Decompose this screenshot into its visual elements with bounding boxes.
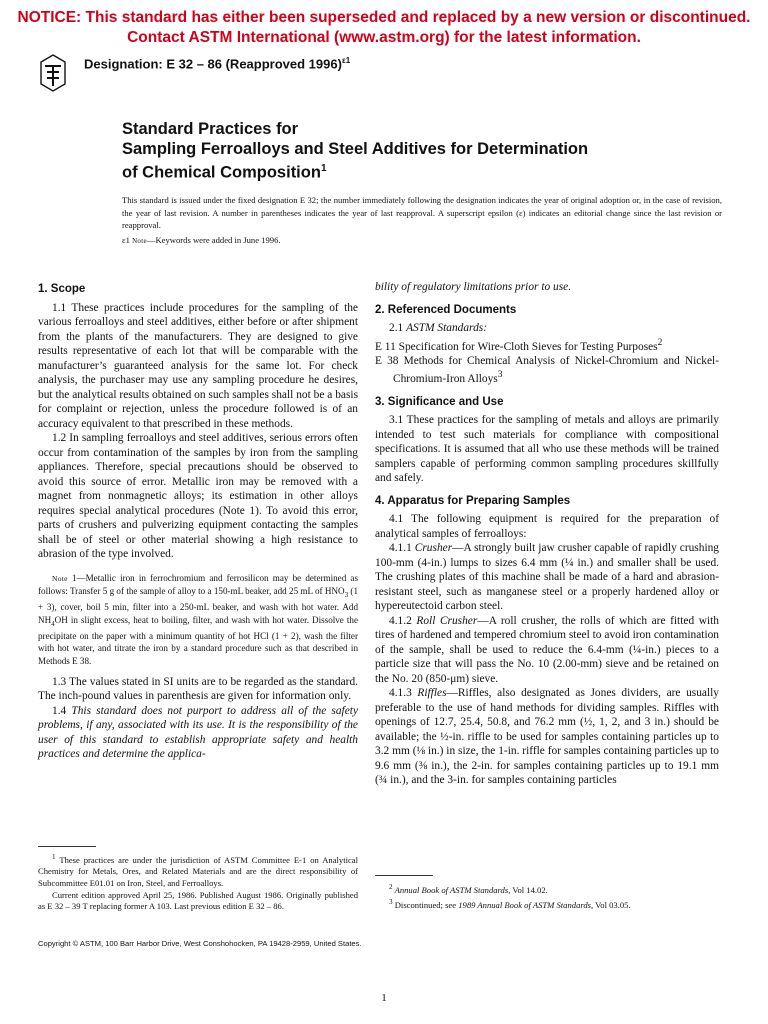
note-1-text-b: (1 + 3), cover, boil 5 min, filter into a 250-mL beaker, and wash with hot water. Add NH	[38, 585, 358, 625]
section-heading-scope: 1. Scope	[38, 283, 86, 295]
term-crusher: Crusher	[414, 542, 453, 555]
notice-line-1: NOTICE: This standard has either been superseded and replaced by a new version or discontinued.	[17, 9, 751, 26]
section-heading-apparatus: 4. Apparatus for Preparing Samples	[375, 494, 571, 507]
note-1-text-c: OH in slight excess, heat to boiling, filter, and wash with hot water. Dissolve the precipitate on the paper with a minimum quantity of hot HCl (1 + 2), wash the filter with hot water, and titrate the iron by a standard procedure such as that described in Methods E 38.	[38, 614, 358, 666]
paragraph-4-1-2-text: —A roll crusher, the rolls of which are fitted with tires of hardened and tempered chromium steel to avoid iron contamination of the sample, shall be used to reduce the 6.4-mm (¼-in.) pieces to a particle size that will pass the No. 10 (2.00-mm) sieve and be retained on the No. 20 (850-μm) sieve.	[375, 614, 719, 685]
paragraph-4-1-3	[375, 686, 719, 788]
reference-e11-mark: 2	[657, 337, 663, 348]
notice-banner	[0, 8, 768, 48]
footnote-3-prefix: Discontinued; see	[392, 900, 459, 911]
paragraph-1-4-number: 1.4	[52, 704, 72, 717]
paragraph-1-1: 1.1 These practices include procedures for the sampling of the various ferroalloys and steel additives, either before or after shipment from the plants of the manufacturers. They are designed to give results representative of each lot that will be comparable with the manufacturer’s guaranteed analysis for the same lot. For check analysis, the purchaser may use any sampling procedure he desires, but the analytical results obtained on such samples shall not be a basis for complaint or rejection, unless the procedure followed is of an accuracy equivalent to that prescribed in these methods.	[38, 301, 358, 430]
page-number: 1	[381, 992, 387, 1004]
astm-logo	[40, 54, 66, 92]
continued-text: bility of regulatory limitations prior to use.	[375, 281, 572, 293]
designation-superscript: ε1	[341, 56, 351, 65]
title-line-1: Standard Practices for	[122, 120, 299, 138]
designation	[84, 56, 350, 71]
footnote-2-volume: , Vol 14.02.	[508, 884, 548, 895]
left-column	[38, 282, 358, 762]
paragraph-1-2: 1.2 In sampling ferroalloys and steel additives, serious errors often occur from contamination of the samples by iron from the sampling appliances. Therefore, special precautions should be observed to avoid this source of error. Metallic iron may be removed with a magnet from nonmagnetic alloys; its estimation in other alloys requires special analytical procedures (Note 1). To avoid this error, parts of crushers and pulverizing equipment contacting the samples shall be of steel or other material showing a high resistance to abrasion of the type involved.	[38, 432, 358, 560]
paragraph-2-1-text: ASTM Standards:	[406, 322, 487, 334]
footnote-3-mark: 3	[389, 898, 393, 907]
note-1-text-a: 1—Metallic iron in ferrochromium and ferrosilicon may be determined as follows: Transfer 5 g of the sample of alloy to a 150-mL beaker, add 25 mL of HNO	[38, 572, 358, 596]
paragraph-4-1: 4.1 The following equipment is required for the preparation of analytical samples of ferroalloys:	[375, 513, 719, 540]
title-line-3: of Chemical Composition	[122, 163, 321, 182]
paragraph-4-1-1	[375, 541, 719, 614]
paragraph-1-3: 1.3 The values stated in SI units are to be regarded as the standard. The inch-pound values in parenthesis are given for information only.	[38, 675, 358, 703]
paragraph-4-1-3-text: —Riffles, also designated as Jones dividers, are usually preferable to the use of hand methods for dividing samples. Riffles with openings of 12.7, 25.4, 50.8, and 76.2 mm (½, 1, 2, and 3 in.) should be available; the ½-in. riffle to be used for samples containing particles up to 3.2 mm (⅛ in.) in size, the 1-in. riffle for samples containing particles up to 9.6 mm (⅜ in.), the 2-in. for samples containing particles up to 19.1 mm (¾ in.), and the 3-in. for samples containing particles	[375, 687, 719, 787]
notice-line-2: Contact ASTM International (www.astm.org) for the latest information.	[127, 29, 641, 46]
note-label: Note	[132, 237, 147, 245]
footnotes-left	[38, 852, 358, 913]
paragraph-1-4-text: This standard does not purport to address all of the safety problems, if any, associated with its use. It is the responsibility of the user of this standard to establish appropriate safety and health practices and determine the applica-	[38, 704, 358, 761]
footnote-3-volume: , Vol 03.05.	[591, 900, 631, 911]
section-heading-significance: 3. Significance and Use	[375, 395, 504, 408]
section-heading-referenced-documents: 2. Referenced Documents	[375, 303, 517, 316]
edition-note: Current edition approved April 25, 1986. Published August 1986. Originally published as E 32 – 39 T replacing former A 103. Last previous edition E 32 – 86.	[38, 889, 358, 912]
footnotes-right	[375, 881, 719, 912]
paragraph-4-1-2	[375, 614, 719, 687]
paragraph-2-1-number: 2.1	[389, 322, 407, 334]
title-line-2: Sampling Ferroalloys and Steel Additives for Determination	[122, 140, 589, 158]
reference-e38-mark: 3	[497, 370, 503, 381]
document-title	[122, 119, 682, 183]
footnote-1-mark: 1	[52, 853, 56, 861]
footnote-3-source: 1989 Annual Book of ASTM Standards	[458, 900, 592, 911]
paragraph-4-1-1-text: —A strongly built jaw crusher capable of rapidly crushing 100-mm (4-in.) lumps to sizes 6.4 mm (¼ in.) and smaller shall be used. The crushing plates of this machine shall be made of a hard and abrasion-resistant steel, such as manganese steel or a properly hardened alloy or hypereutectoid carbon steel.	[375, 542, 719, 613]
footnote-1	[38, 852, 358, 890]
paragraph-4-1-1-number: 4.1.1	[389, 542, 415, 555]
reference-e38	[375, 354, 719, 387]
note-1-sub-3: 3	[344, 590, 349, 599]
paragraph-4-1-3-number: 4.1.3	[389, 687, 418, 700]
paragraph-4-1-2-number: 4.1.2	[389, 614, 417, 627]
footnote-2	[375, 881, 719, 896]
footnote-1-text: These practices are under the jurisdiction of ASTM Committee E-1 on Analytical Chemistry for Metals, Ores, and Related Materials and are the direct responsibility of Subcommittee E01.01 on Iron, Steel, and Ferroalloys.	[38, 854, 358, 889]
paragraph-2-1	[375, 321, 719, 336]
note-1	[38, 572, 358, 667]
note-1-sub-4: 4	[51, 619, 55, 628]
reference-e11-text: E 11 Specification for Wire-Cloth Sieves for Testing Purposes	[375, 340, 658, 353]
issuance-statement: This standard is issued under the fixed designation E 32; the number immediately following the designation indicates the year of original adoption or, in the case of revision, the year of last revision. A number in parentheses indicates the year of last reapproval. A superscript epsilon (ε) indicates an editorial change since the last revision or reapproval.	[122, 195, 722, 231]
reference-e38-text: E 38 Methods for Chemical Analysis of Nickel-Chromium and Nickel-Chromium-Iron Alloys	[375, 354, 719, 386]
footnote-2-source: Annual Book of ASTM Standards	[392, 884, 509, 895]
keyword-note	[122, 235, 281, 245]
footnote-rule-left	[38, 846, 96, 847]
term-roll-crusher: Roll Crusher	[416, 614, 478, 627]
designation-text: Designation: E 32 – 86 (Reapproved 1996)	[84, 56, 342, 72]
footnote-2-mark: 2	[389, 883, 393, 891]
paragraph-1-4	[38, 704, 358, 762]
reference-e11	[375, 336, 719, 354]
note-text: —Keywords were added in June 1996.	[146, 235, 281, 245]
footnote-rule-right	[375, 875, 433, 876]
right-column	[375, 280, 719, 788]
epsilon-mark: ε1	[122, 235, 130, 245]
title-footnote-mark: 1	[320, 163, 327, 174]
term-riffles: Riffles	[417, 687, 447, 700]
paragraph-3-1: 3.1 These practices for the sampling of metals and alloys are primarily intended to test such materials for compliance with compositional specifications. It is assumed that all who use these methods will be trained samplers capable of performing common sampling procedures skillfully and safely.	[375, 414, 719, 485]
copyright-line: Copyright © ASTM, 100 Barr Harbor Drive, West Conshohocken, PA 19428-2959, United States.	[38, 939, 362, 948]
footnote-3	[375, 896, 719, 911]
note-1-label: Note	[52, 573, 68, 583]
